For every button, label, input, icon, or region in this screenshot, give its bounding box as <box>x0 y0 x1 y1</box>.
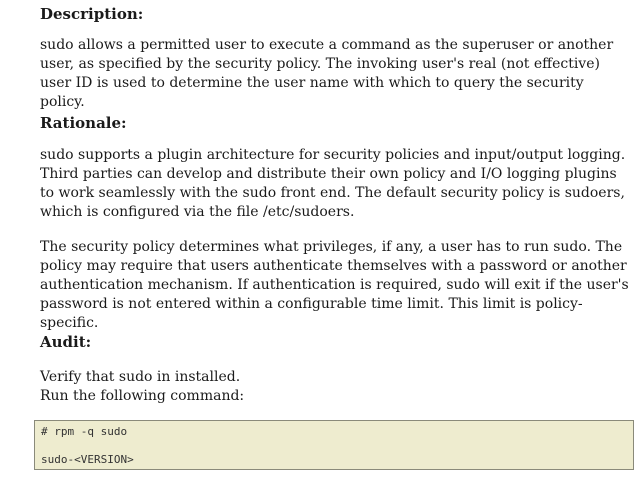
audit-line-1: Verify that sudo in installed. <box>40 369 241 385</box>
audit-line-2: Run the following command: <box>40 388 245 404</box>
description-heading: Description: <box>40 5 144 23</box>
code-block <box>34 420 634 470</box>
rationale-paragraph-2: The security policy determines what privileges, if any, a user has to run sudo. The policy may require that users authenticate themselves with a password or another authentication mechanism. If authentication is required, sudo will exit if the user's password is not entered within a configurable time limit. This limit is policy-specific. <box>40 239 629 331</box>
audit-instructions <box>40 368 630 406</box>
code-output: sudo-<VERSION> <box>41 453 134 466</box>
rationale-heading: Rationale: <box>40 114 127 132</box>
code-command: # rpm -q sudo <box>41 425 128 438</box>
audit-heading: Audit: <box>40 333 92 351</box>
rationale-paragraph-1: sudo supports a plugin architecture for security policies and input/output logging. Third parties can develop and distribute their own policy and I/O logging plugins to work seamlessly with the sudo front end. The default security policy is sudoers, which is configured via the file /etc/sudoers. <box>40 147 626 220</box>
description-text: sudo allows a permitted user to execute a command as the superuser or another user, as specified by the security policy. The invoking user's real (not effective) user ID is used to determine the user name with which to query the security policy. <box>40 37 614 110</box>
